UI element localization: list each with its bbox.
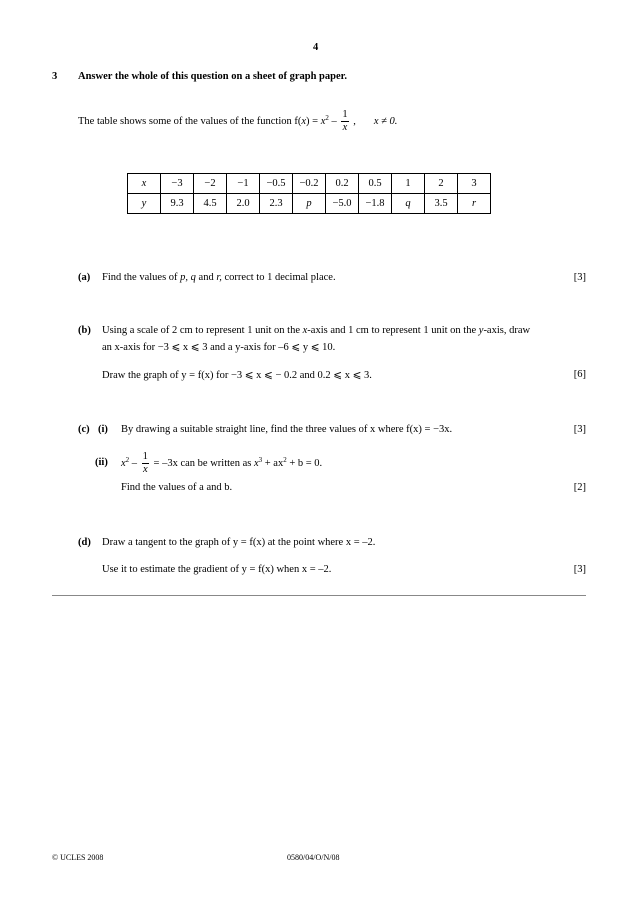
table-cell: 0.2: [326, 174, 359, 194]
part-c-ii-find: Find the values of a and b.: [121, 482, 233, 493]
part-b-line1: Using a scale of 2 cm to represent 1 unit on the x-axis and 1 cm to represent 1 unit on the y-axis, draw: [102, 325, 531, 336]
part-b-line2: an x-axis for −3 ⩽ x ⩽ 3 and a y-axis for –6 ⩽ y ⩽ 10.: [102, 342, 336, 353]
part-c-ii-label: (ii): [95, 457, 108, 468]
part-c-i-label: (i): [98, 424, 108, 435]
table-cell: r: [458, 194, 491, 214]
table-cell: −0.2: [293, 174, 326, 194]
table-cell: 2.0: [227, 194, 260, 214]
question-instruction: Answer the whole of this question on a sheet of graph paper.: [78, 71, 347, 82]
part-d-marks: [3]: [573, 564, 586, 575]
part-b-marks: [6]: [573, 369, 586, 380]
part-c-label: (c): [78, 424, 90, 435]
part-a-marks: [3]: [573, 272, 586, 283]
part-d-line1: Draw a tangent to the graph of y = f(x) at the point where x = –2.: [102, 537, 376, 548]
table-cell: −3: [161, 174, 194, 194]
part-b-label: (b): [78, 325, 91, 336]
table-cell: 1: [392, 174, 425, 194]
table-cell: 3.5: [425, 194, 458, 214]
table-cell: 2.3: [260, 194, 293, 214]
table-cell: p: [293, 194, 326, 214]
end-of-question-rule: [52, 595, 586, 596]
part-d-line2: Use it to estimate the gradient of y = f(x) when x = –2.: [102, 564, 332, 575]
table-row-x: [128, 174, 491, 194]
table-cell: −1.8: [359, 194, 392, 214]
part-c-i-marks: [3]: [573, 424, 586, 435]
question-number: 3: [52, 71, 58, 82]
table-row-y: [128, 194, 491, 214]
fraction-one-over-x: $\frac{1}{x}$: [142, 451, 148, 475]
table-cell: −5.0: [326, 194, 359, 214]
footer-paper-code: 0580/04/O/N/08: [287, 853, 340, 862]
part-c-ii-marks: [2]: [573, 482, 586, 493]
part-a-label: (a): [78, 272, 91, 283]
table-cell: 0.5: [359, 174, 392, 194]
table-cell: −1: [227, 174, 260, 194]
page-number: 4: [313, 42, 319, 53]
table-cell: −0.5: [260, 174, 293, 194]
part-c-ii-equation: $x^2$ – $\frac{1}{x}$ = –3x can be written as $x^3 + ax^2 + b = 0$.: [121, 451, 323, 475]
table-cell: −2: [194, 174, 227, 194]
table-cell: y: [128, 194, 161, 214]
part-c-i-text: By drawing a suitable straight line, find the three values of x where f(x) = −3x.: [121, 424, 453, 435]
table-cell: 9.3: [161, 194, 194, 214]
table-cell: 3: [458, 174, 491, 194]
table-cell: q: [392, 194, 425, 214]
part-b-line3: Draw the graph of y = f(x) for −3 ⩽ x ⩽ − 0.2 and 0.2 ⩽ x ⩽ 3.: [102, 370, 372, 381]
footer-copyright: © UCLES 2008: [52, 853, 104, 862]
part-d-label: (d): [78, 537, 91, 548]
part-a-text: Find the values of p, q and r, correct to 1 decimal place.: [102, 272, 336, 283]
fraction-one-over-x: $\frac{1}{x}$: [342, 109, 348, 133]
table-cell: 2: [425, 174, 458, 194]
values-table: [127, 173, 491, 214]
table-cell: 4.5: [194, 194, 227, 214]
intro-text: The table shows some of the values of the function $f(x) = x^2$ – $\frac{1}{x}$ , x ≠ 0.: [78, 109, 398, 133]
table-cell: x: [128, 174, 161, 194]
